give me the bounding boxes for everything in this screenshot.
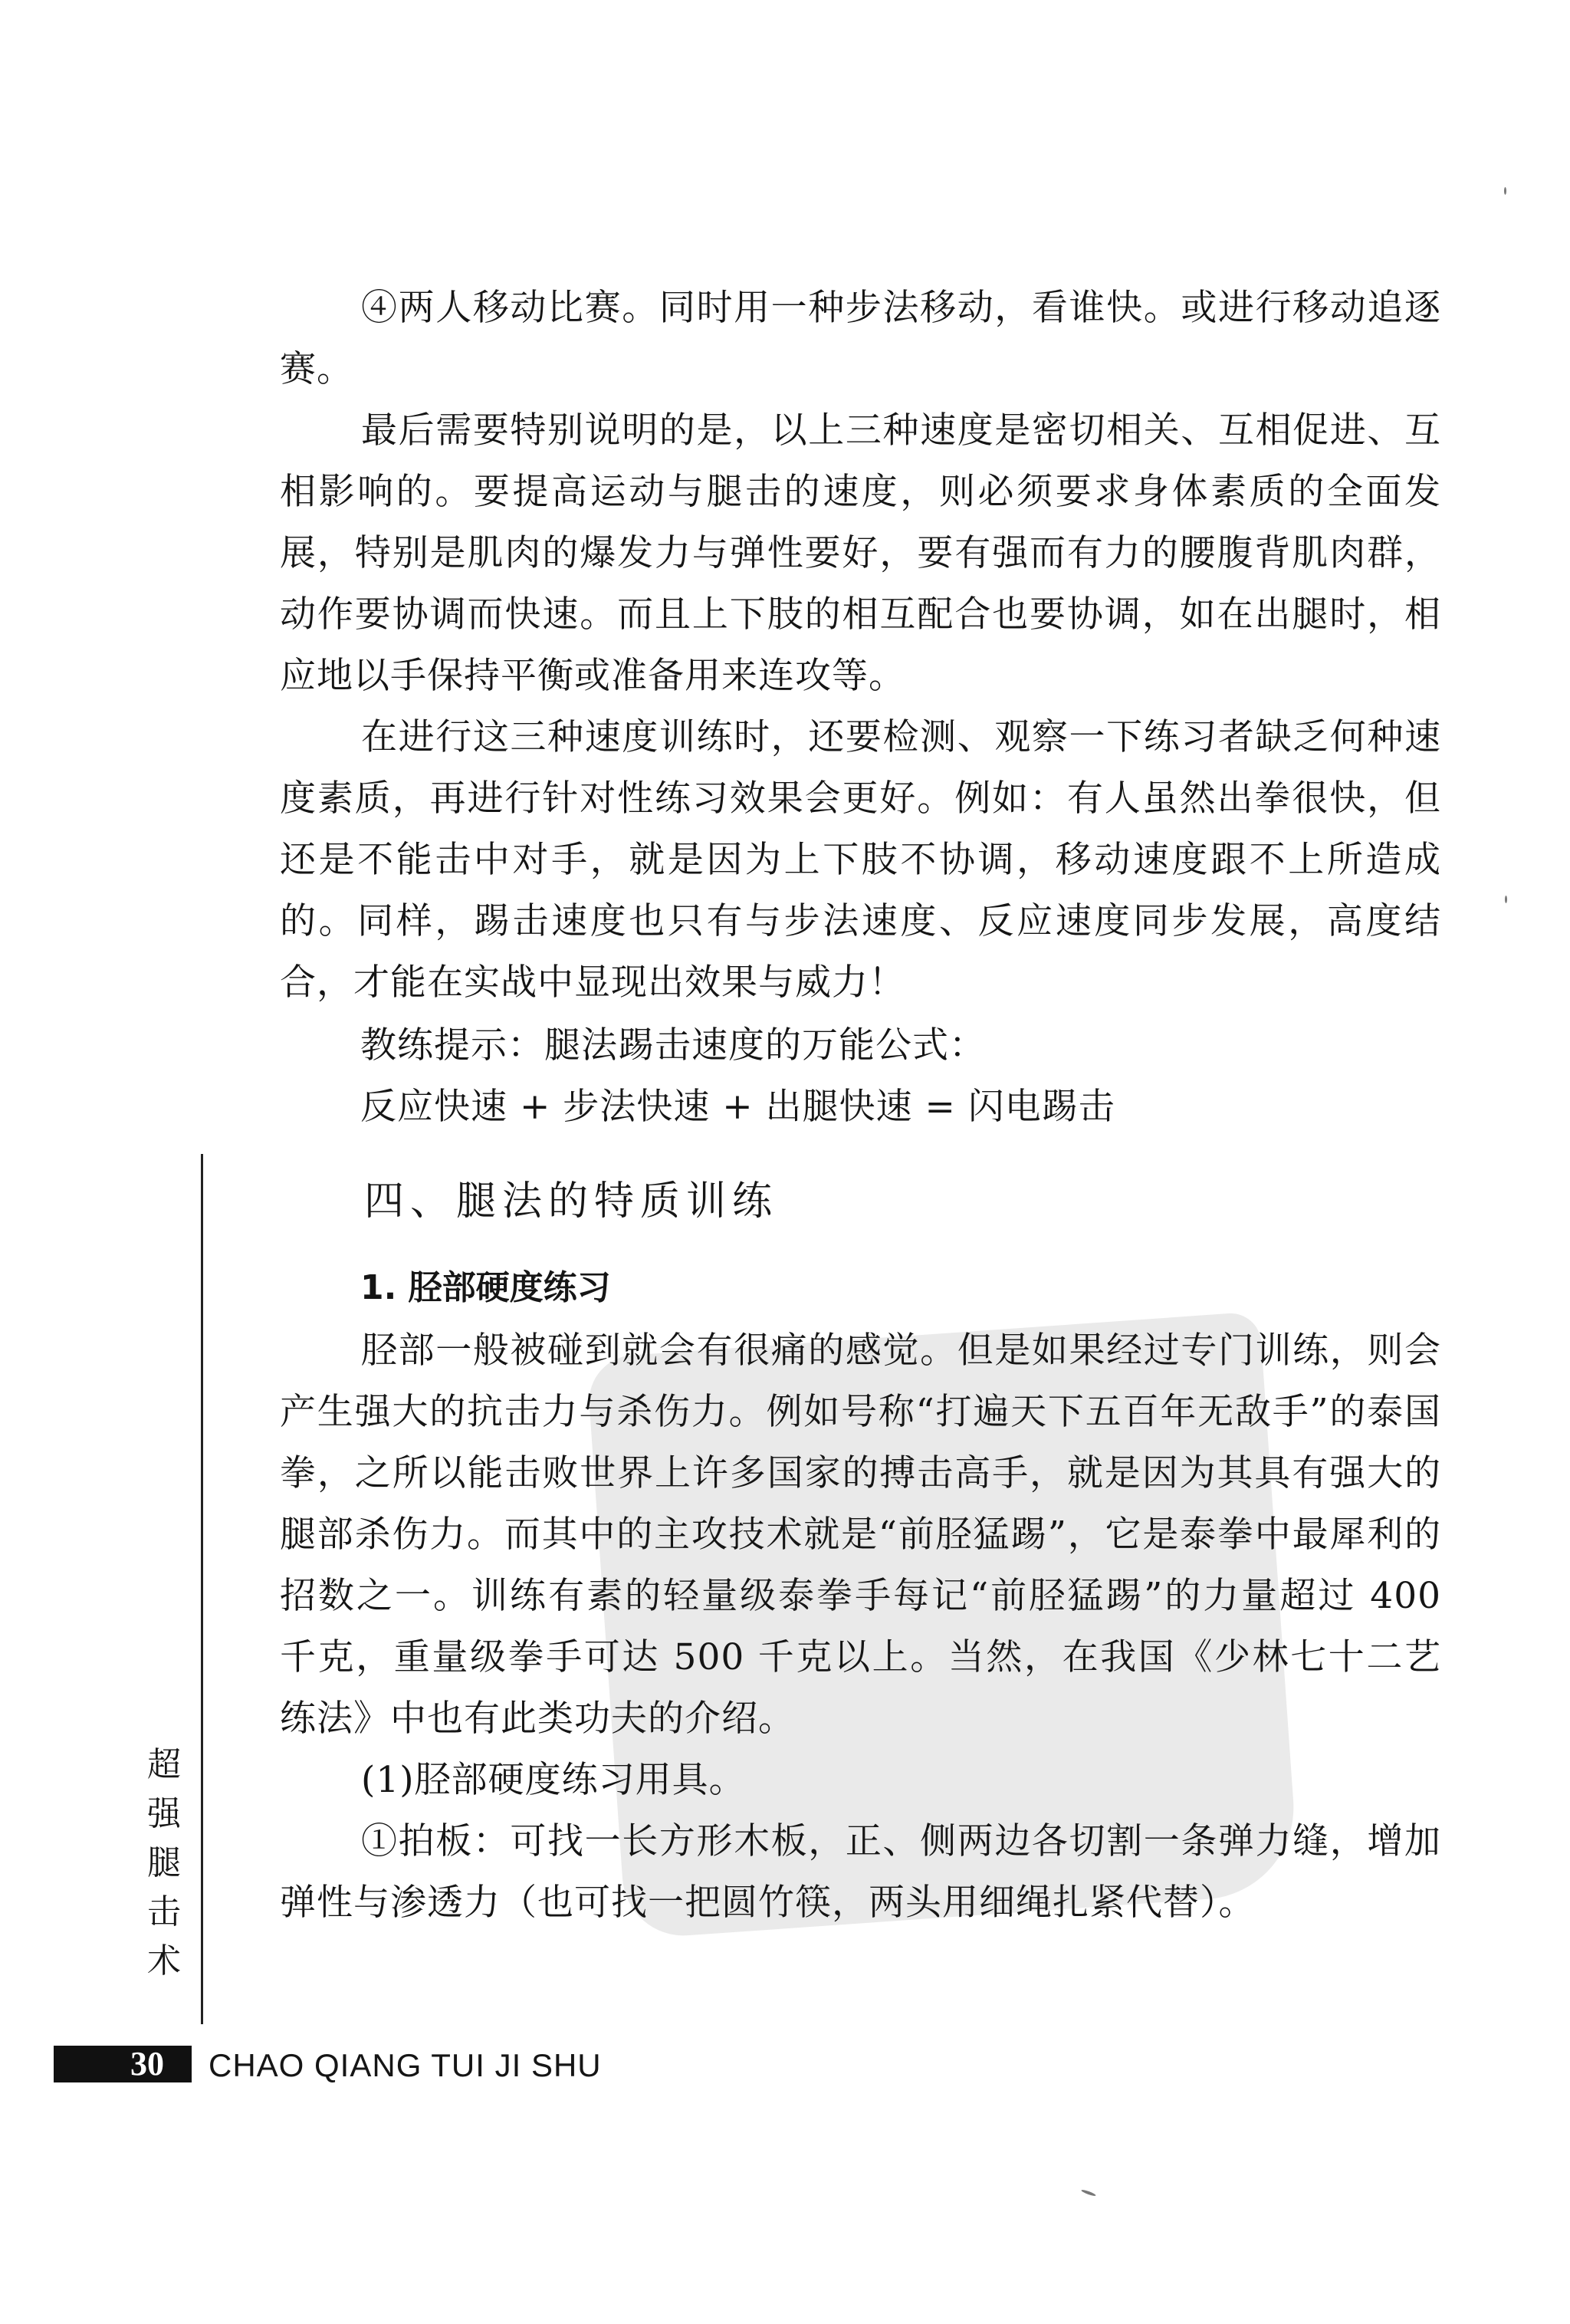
section-title: 四、腿法的特质训练 — [364, 1178, 779, 1224]
page-number: 30 — [130, 2045, 164, 2082]
paragraph-5: (1)胫部硬度练习用具。 — [361, 1759, 746, 1801]
body-text-top — [280, 278, 1441, 1014]
footer-bar — [54, 2046, 192, 2082]
paragraph-3: 在进行这三种速度训练时，还要检测、观察一下练习者缺乏何种速度素质，再进行针对性练习效果会更好。例如：有人虽然出拳很快，但还是不能击中对手，就是因为上下肢不协调，移动速度跟不上所造成的。同样，踢击速度也只有与步法速度、反应速度同步发展，高度结合，才能在实战中显现出效果与威力！ — [280, 716, 1441, 1004]
margin-rule — [201, 1154, 203, 2024]
running-head: CHAO QIANG TUI JI SHU — [209, 2047, 602, 2083]
scan-speck — [1081, 2189, 1096, 2197]
subsection-title: 1. 胫部硬度练习 — [360, 1268, 611, 1307]
scan-speck — [1504, 187, 1506, 195]
coach-tip: 教练提示：腿法踢击速度的万能公式： — [360, 1024, 986, 1067]
side-book-title: 超 强 腿 击 术 — [147, 1745, 181, 1980]
paragraph-6: ①拍板：可找一长方形木板，正、侧两边各切割一条弹力缝，增加弹性与渗透力（也可找一把圆竹筷，两头用细绳扎紧代替）。 — [280, 1820, 1441, 1924]
paragraph-4: 胫部一般被碰到就会有很痛的感觉。但是如果经过专门训练，则会产生强大的抗击力与杀伤力。例如号称“打遍天下五百年无敌手”的泰国拳，之所以能击败世界上许多国家的搏击高手，就是因为其具有强大的腿部杀伤力。而其中的主攻技术就是“前胫猛踢”，它是泰拳中最犀利的招数之一。训练有素的轻量级泰拳手每记“前胫猛踢”的力量超过 400 千克，重量级拳手可达 500 千克以上。当然，在我国《少林七十二艺练法》中也有此类功夫的介绍。 — [280, 1330, 1441, 1740]
formula: 反应快速 + 步法快速 + 出腿快速 = 闪电踢击 — [360, 1086, 1115, 1128]
paragraph-1: ④两人移动比赛。同时用一种步法移动，看谁快。或进行移动追逐赛。 — [280, 287, 1441, 390]
paragraph-2: 最后需要特别说明的是，以上三种速度是密切相关、互相促进、互相影响的。要提高运动与腿击的速度，则必须要求身体素质的全面发展，特别是肌肉的爆发力与弹性要好，要有强而有力的腰腹背肌肉群，动作要协调而快速。而且上下肢的相互配合也要协调，如在出腿时，相应地以手保持平衡或准备用来连攻等。 — [280, 409, 1441, 697]
scan-speck — [1505, 896, 1507, 903]
body-text-bottom — [280, 1320, 1441, 1934]
